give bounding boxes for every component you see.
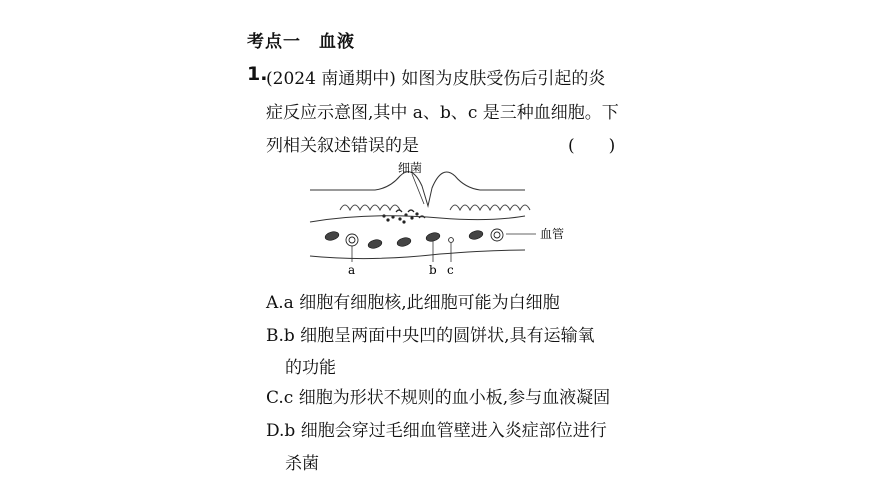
vessel-upper-wall: [310, 216, 525, 222]
option-b: B.b 细胞呈两面中央凹的圆饼状,具有运输氧: [266, 326, 595, 346]
label-b: b: [429, 263, 437, 277]
option-d-continued: 杀菌: [285, 454, 319, 474]
option-d: D.b 细胞会穿过毛细血管壁进入炎症部位进行: [266, 421, 607, 441]
red-blood-cells: [324, 229, 484, 249]
label-a: a: [348, 263, 356, 277]
platelet: [449, 238, 454, 243]
answer-blank: ( ): [568, 136, 616, 156]
dermis-wavy: [340, 205, 530, 210]
bacteria-label: 细菌: [398, 161, 423, 175]
section-title: 考点一 血液: [247, 32, 355, 52]
vessel-lower-wall: [310, 250, 525, 259]
vessel-label: 血管: [540, 227, 565, 241]
option-c: C.c 细胞为形状不规则的血小板,参与血液凝固: [266, 388, 611, 408]
bacteria-cluster: [382, 212, 418, 223]
question-stem-line: (2024 南通期中) 如图为皮肤受伤后引起的炎: [266, 69, 606, 89]
skin-surface: [310, 172, 525, 206]
question-stem-line: 症反应示意图,其中 a、b、c 是三种血细胞。下: [266, 103, 619, 123]
question-number: 1.: [247, 63, 268, 85]
label-c: c: [447, 263, 454, 277]
inflammation-diagram: [300, 158, 600, 282]
option-b-continued: 的功能: [285, 358, 336, 378]
option-a: A.a 细胞有细胞核,此细胞可能为白细胞: [266, 293, 560, 313]
question-stem-line: 列相关叙述错误的是: [266, 136, 419, 156]
